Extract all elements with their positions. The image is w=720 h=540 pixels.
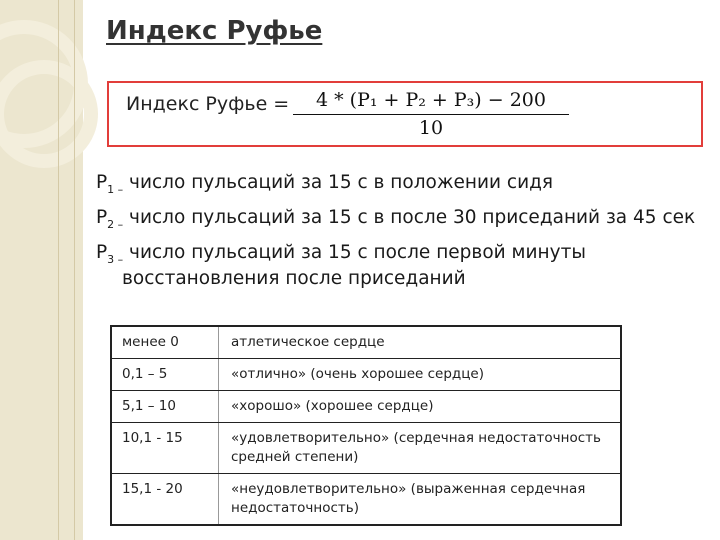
formula-label: Индекс Руфье =: [126, 93, 290, 115]
definition-symbol: P: [96, 242, 108, 263]
definition-item: [96, 203, 716, 238]
definition-text: число пульсаций за 15 с в положении сидя: [129, 172, 554, 193]
table-row: [110, 359, 622, 391]
ruffier-scale-table: [110, 325, 622, 526]
formula-numerator: 4 * (P₁ + P₂ + P₃) − 200: [293, 89, 569, 115]
description-cell: атлетическое сердце: [219, 326, 623, 359]
formula-fraction: [293, 89, 569, 139]
description-cell: «удовлетворительно» (сердечная недостаточность средней степени): [219, 423, 623, 474]
definition-symbol: P: [96, 172, 108, 193]
description-cell: «отлично» (очень хорошее сердце): [219, 359, 623, 391]
decorative-side-strip: [0, 0, 83, 540]
range-cell: 15,1 - 20: [110, 474, 219, 526]
table-row: [110, 391, 622, 423]
definition-subscript: 3 –: [107, 253, 124, 266]
definition-subscript: 1 –: [107, 183, 124, 196]
definition-text: число пульсаций за 15 с после первой минуты: [129, 242, 586, 263]
formula-denominator: 10: [418, 117, 444, 139]
range-cell: 0,1 – 5: [110, 359, 219, 391]
range-cell: 5,1 – 10: [110, 391, 219, 423]
formula-box: [107, 81, 703, 147]
definition-continuation: восстановления после приседаний: [122, 268, 466, 289]
definition-symbol: P: [96, 207, 108, 228]
decorative-ring: [0, 60, 98, 168]
table-border-right: [620, 325, 622, 526]
description-cell: «хорошо» (хорошее сердце): [219, 391, 623, 423]
decorative-line: [58, 0, 59, 540]
slide-title: Индекс Руфье: [106, 16, 323, 46]
table-border-left: [110, 325, 112, 526]
description-cell: «неудовлетворительно» (выраженная сердечная недостаточность): [219, 474, 623, 526]
range-cell: 10,1 - 15: [110, 423, 219, 474]
decorative-line: [74, 0, 75, 540]
definition-subscript: 2 –: [107, 218, 124, 231]
table-row: [110, 474, 622, 526]
range-cell: менее 0: [110, 326, 219, 359]
definition-text: число пульсаций за 15 с в после 30 приседаний за 45 сек: [129, 207, 696, 228]
definitions-list: [96, 168, 716, 299]
definition-item: [96, 168, 716, 203]
table-row: [110, 423, 622, 474]
table-row: [110, 326, 622, 359]
